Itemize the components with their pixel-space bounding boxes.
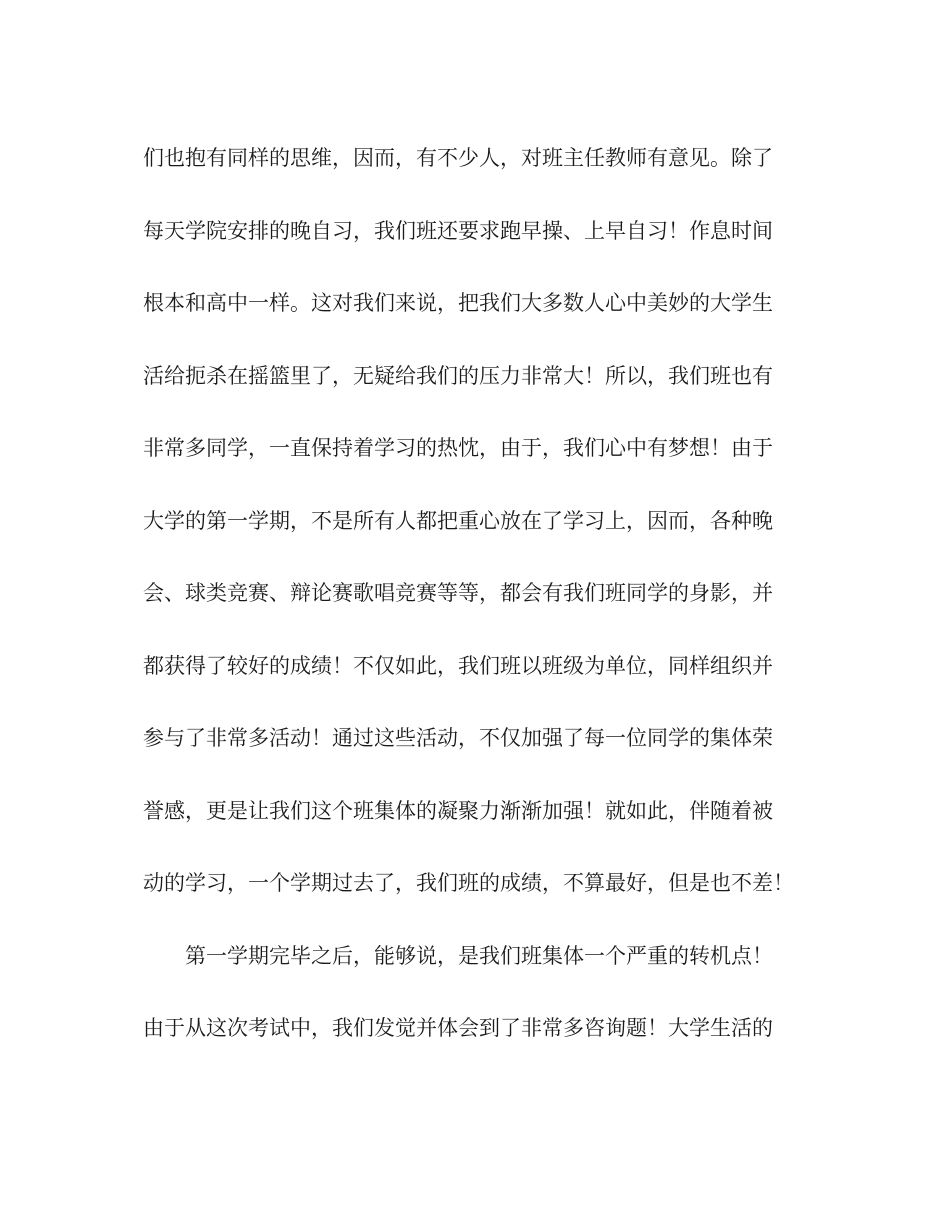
text-line: 活给扼杀在摇篮里了，无疑给我们的压力非常大！所以，我们班也有 [143,363,773,388]
text-line: 由于从这次考试中，我们发觉并体会到了非常多咨询题！大学生活的 [143,1016,773,1040]
text-line: 根本和高中一样。这对我们来说，把我们大多数人心中美妙的大学生 [143,291,773,315]
text-line: 会、球类竞赛、辩论赛歌唱竞赛等等，都会有我们班同学的身影，并 [143,581,773,605]
text-line: 大学的第一学期，不是所有人都把重心放在了学习上，因而，各种晚 [143,508,773,533]
text-line: 每天学院安排的晚自习，我们班还要求跑早操、上早自习！作息时间 [143,218,773,243]
paragraph-start-line: 第一学期完毕之后，能够说，是我们班集体一个严重的转机点！ [185,943,773,968]
text-line: 誉感，更是让我们这个班集体的凝聚力渐渐加强！就如此，伴随着被 [143,798,773,823]
body-text [143,138,813,1081]
text-line: 非常多同学，一直保持着学习的热忱，由于，我们心中有梦想！由于 [143,436,773,460]
text-line: 们也抱有同样的思维，因而，有不少人，对班主任教师有意见。除了 [143,146,773,170]
text-line: 参与了非常多活动！通过这些活动，不仅加强了每一位同学的集体荣 [143,726,773,750]
text-line: 都获得了较好的成绩！不仅如此，我们班以班级为单位，同样组织并 [143,653,773,678]
text-line: 动的学习，一个学期过去了，我们班的成绩，不算最好，但是也不差！ [143,871,794,895]
